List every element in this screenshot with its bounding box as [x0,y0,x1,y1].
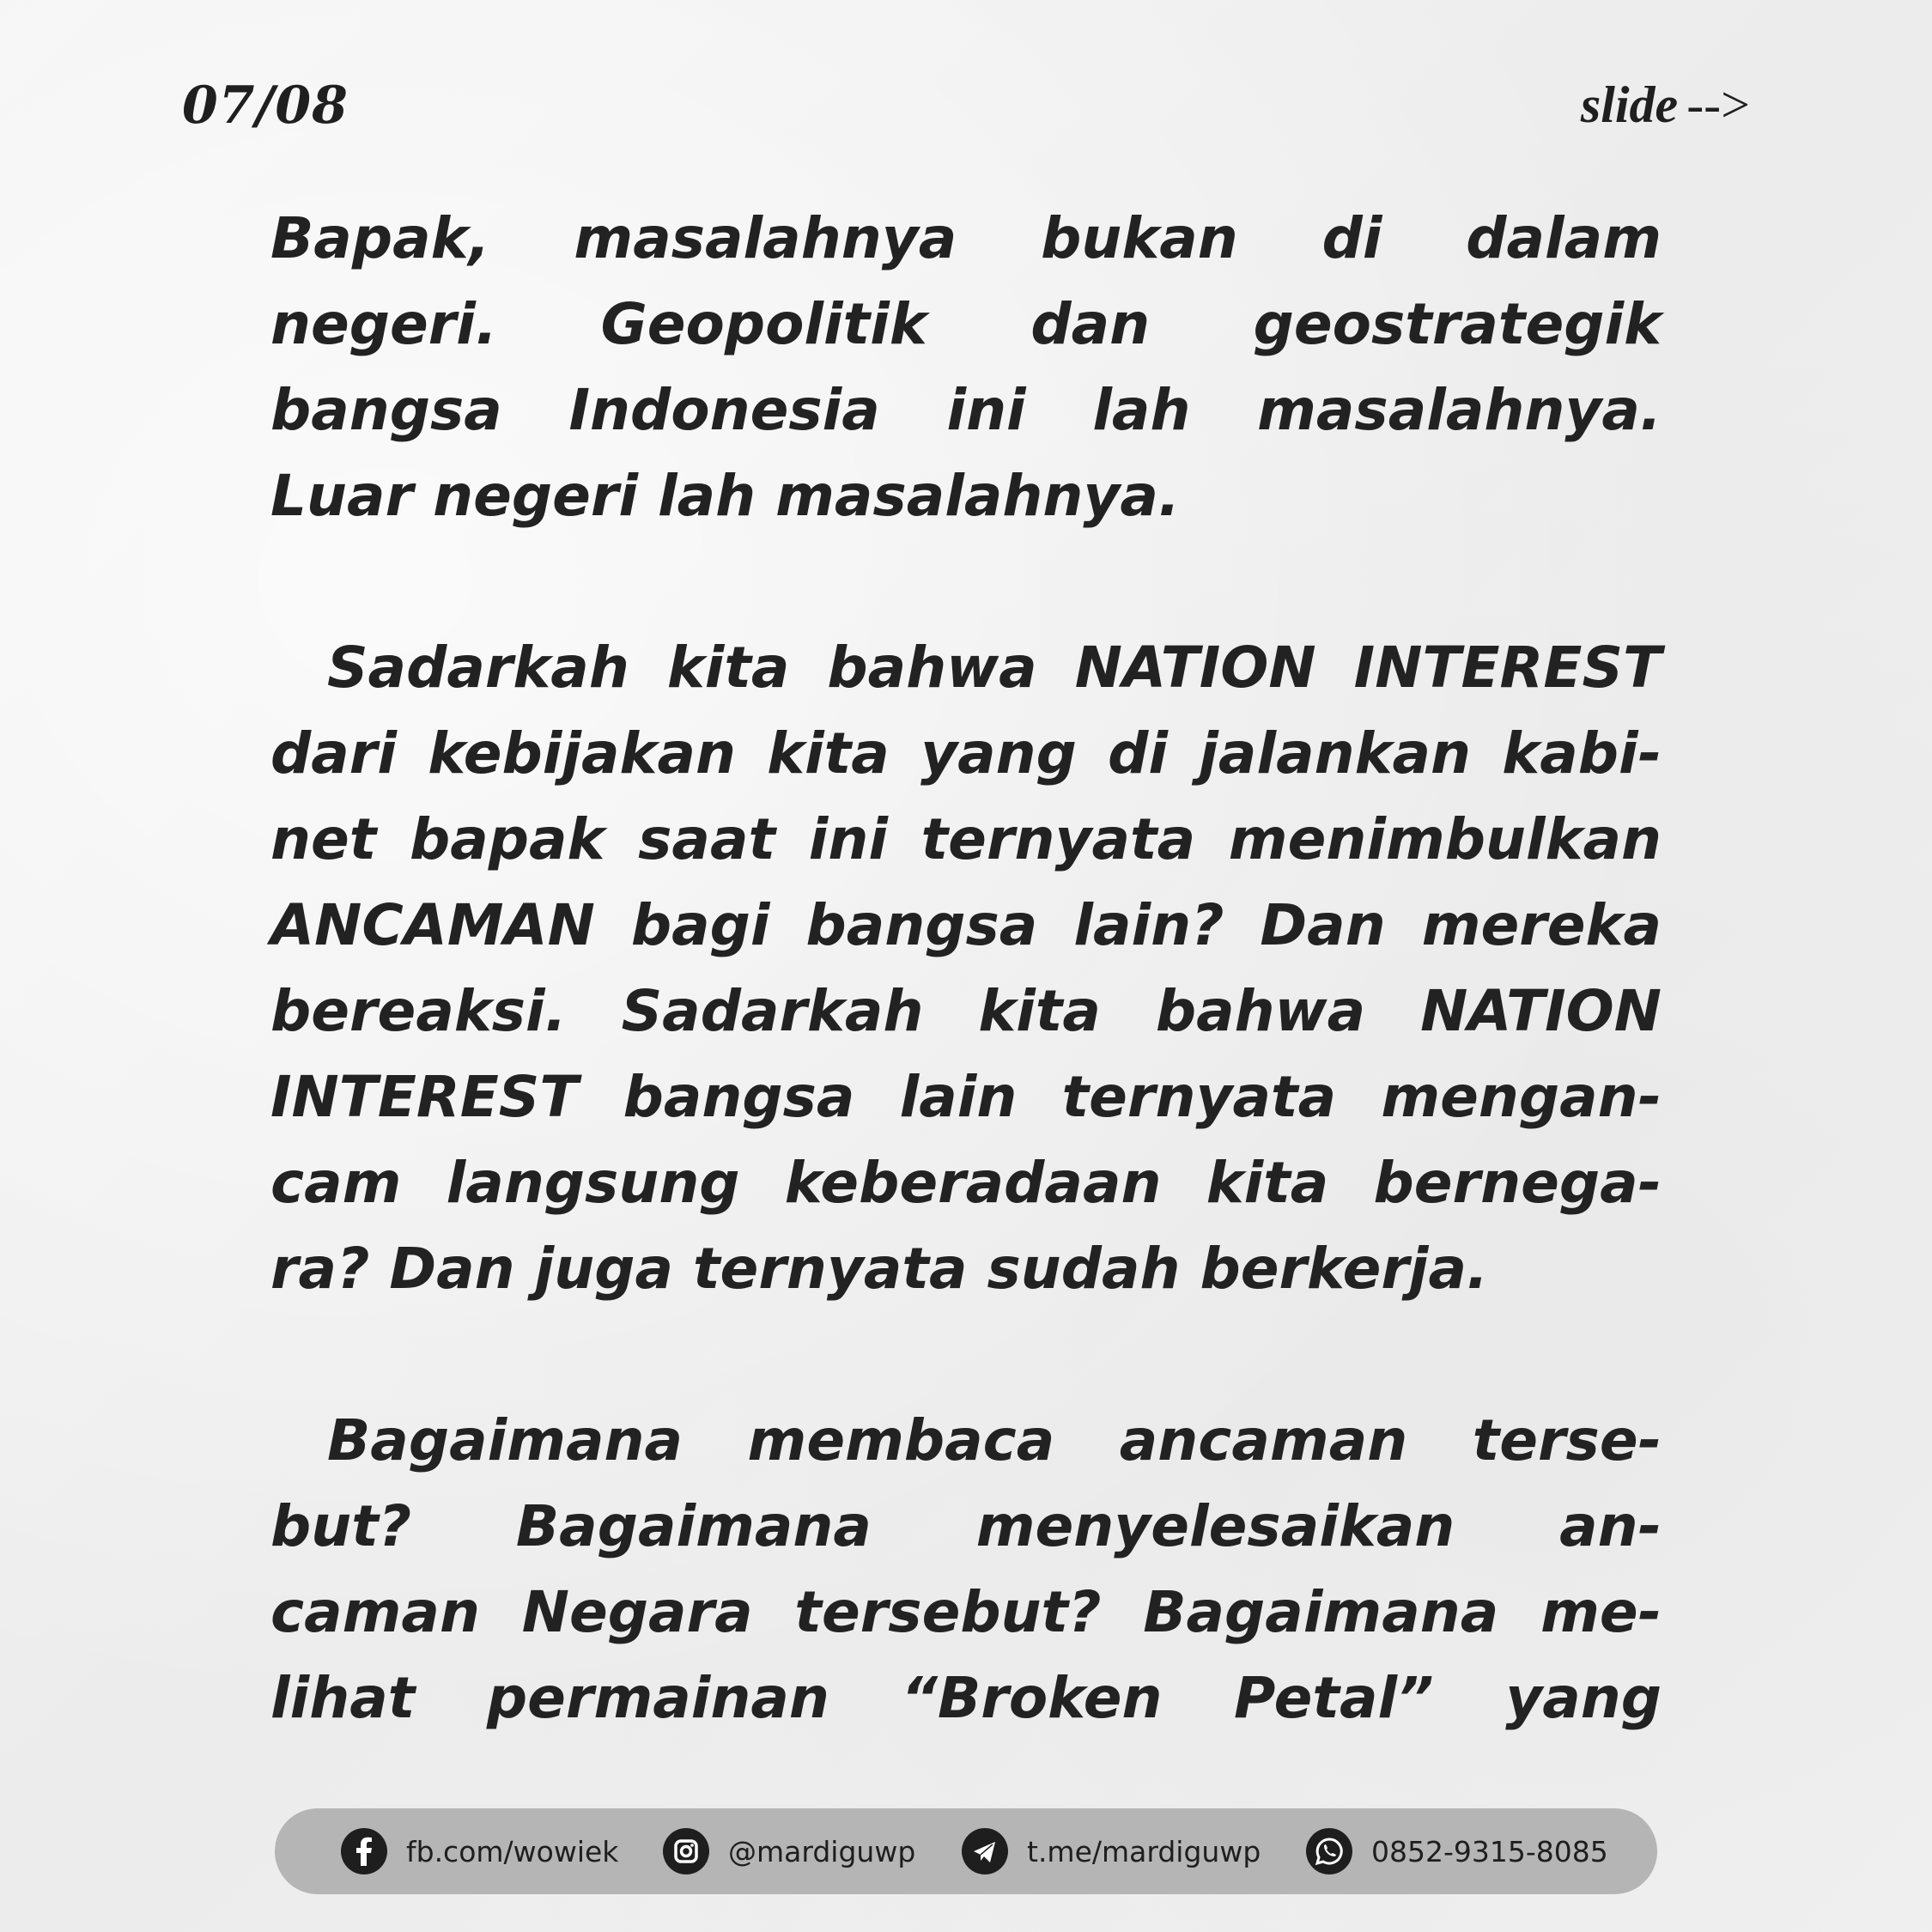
social-bar [275,1808,1657,1894]
slide-hint [1581,76,1750,135]
text-line: ra? Dan juga ternyata sudah berkerja. [270,1236,1489,1302]
whatsapp-icon [1306,1828,1352,1874]
text-line: Bagaimana membaca ancaman terse- [327,1407,1662,1473]
facebook-icon [341,1828,387,1874]
text-line: lihat permainan “Broken Petal” yang [270,1665,1662,1731]
social-instagram[interactable] [663,1828,915,1874]
body-text [270,196,1662,1741]
text-line: bereaksi. Sadarkah kita bahwa NATION [270,978,1662,1044]
text-line: but? Bagaimana menyelesaikan an- [270,1493,1662,1559]
social-telegram[interactable] [962,1828,1261,1874]
facebook-label: fb.com/wowiek [406,1834,619,1868]
slide-arrow-icon: --> [1686,76,1750,133]
paragraph-3 [270,1398,1662,1741]
text-line: negeri. Geopolitik dan geostrategik [270,291,1662,357]
text-line: caman Negara tersebut? Bagaimana me- [270,1579,1662,1645]
page-indicator: 07/08 [182,76,349,136]
instagram-icon [663,1828,709,1874]
slide-hint-word: slide [1580,76,1679,133]
text-line: ANCAMAN bagi bangsa lain? Dan mereka [270,892,1662,958]
telegram-label: t.me/mardiguwp [1027,1834,1261,1868]
text-line: dari kebijakan kita yang di jalankan kabi- [270,720,1662,787]
social-whatsapp[interactable] [1306,1828,1608,1874]
paragraph-1 [270,196,1662,539]
text-line: net bapak saat ini ternyata menimbulkan [270,806,1662,872]
text-line: Luar negeri lah masalahnya. [270,463,1181,529]
text-line: Sadarkah kita bahwa NATION INTEREST [327,635,1662,701]
whatsapp-label: 0852-9315-8085 [1371,1834,1608,1868]
telegram-icon [962,1828,1008,1874]
text-line: Bapak, masalahnya bukan di dalam [270,205,1662,271]
text-line: cam langsung keberadaan kita bernega- [270,1150,1662,1216]
text-line: bangsa Indonesia ini lah masalahnya. [270,377,1662,443]
paragraph-2 [270,625,1662,1312]
text-line: INTEREST bangsa lain ternyata mengan- [270,1064,1662,1130]
social-facebook[interactable] [341,1828,618,1874]
instagram-label: @mardiguwp [728,1834,916,1868]
